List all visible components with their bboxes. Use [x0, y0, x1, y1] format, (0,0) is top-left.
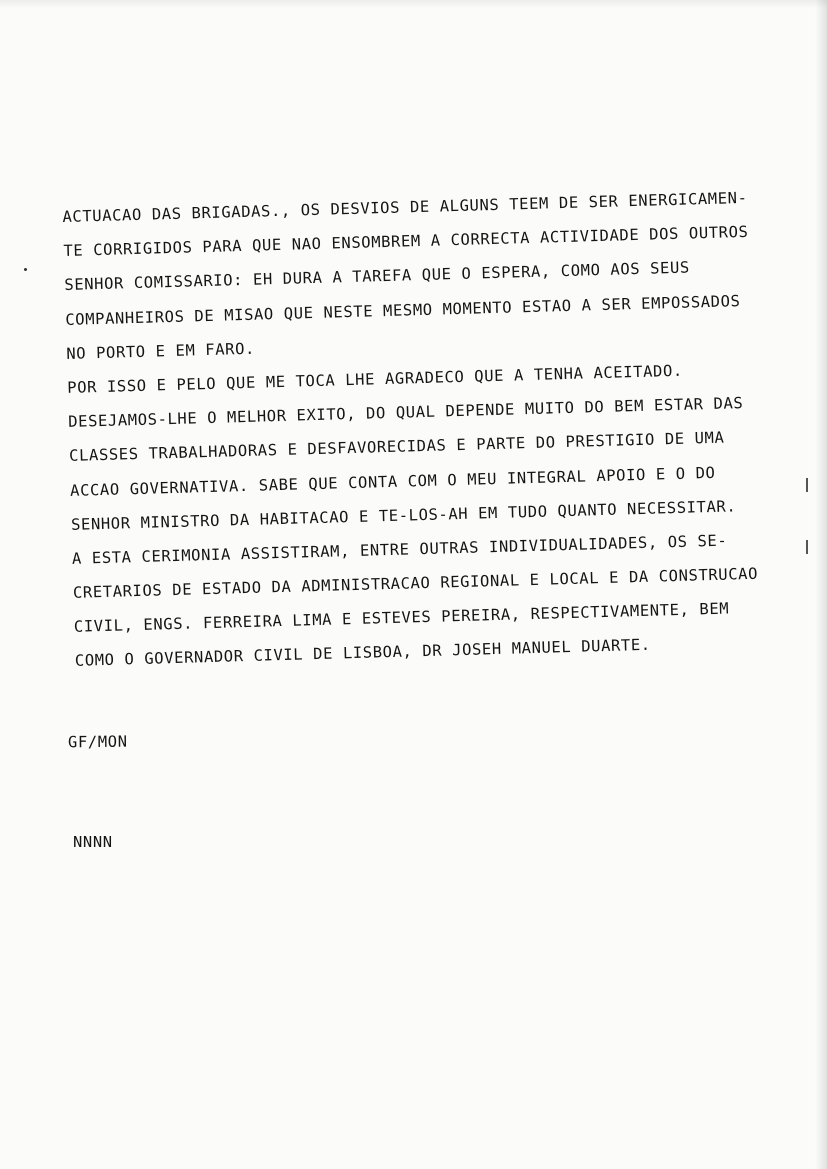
- operator-signature: GF/MON: [67, 732, 128, 752]
- margin-tick: [806, 540, 808, 554]
- body-line: COMO O GOVERNADOR CIVIL DE LISBOA, DR JOSEH MANUEL DUARTE.: [74, 636, 651, 671]
- body-line: ACCAO GOVERNATIVA. SABE QUE CONTA COM O MEU INTEGRAL APOIO E O DO: [69, 463, 716, 500]
- body-line: A ESTA CERIMONIA ASSISTIRAM, ENTRE OUTRAS INDIVIDUALIDADES, OS SE-: [71, 531, 728, 568]
- body-line: DESEJAMOS-LHE O MELHOR EXITO, DO QUAL DEPENDE MUITO DO BEM ESTAR DAS: [67, 394, 744, 432]
- end-marker: NNNN: [73, 833, 113, 851]
- body-line: CRETARIOS DE ESTADO DA ADMINISTRACAO REGIONAL E LOCAL E DA CONSTRUCAO: [72, 564, 759, 602]
- margin-speck: [24, 268, 27, 271]
- body-line: POR ISSO E PELO QUE ME TOCA LHE AGRADECO QUE A TENHA ACEITADO.: [66, 361, 684, 397]
- body-line: CIVIL, ENGS. FERREIRA LIMA E ESTEVES PEREIRA, RESPECTIVAMENTE, BEM: [73, 599, 730, 637]
- body-line: CLASSES TRABALHADORAS E DESFAVORECIDAS E PARTE DO PRESTIGIO DE UMA: [68, 428, 725, 466]
- telex-body: [62, 180, 805, 679]
- body-line: SENHOR MINISTRO DA HABITACAO E TE-LOS-AH EM TUDO QUANTO NECESSITAR.: [70, 496, 737, 534]
- body-line: COMPANHEIROS DE MISAO QUE NESTE MESMO MOMENTO ESTAO A SER EMPOSSADOS: [65, 291, 741, 329]
- page-edge-shadow: [815, 0, 827, 1169]
- body-line: ACTUACAO DAS BRIGADAS., OS DESVIOS DE ALGUNS TEEM DE SER ENERGICAMEN-: [62, 188, 748, 226]
- body-line: SENHOR COMISSARIO: EH DURA A TAREFA QUE O ESPERA, COMO AOS SEUS: [64, 258, 691, 295]
- margin-tick: [806, 478, 808, 492]
- body-line: NO PORTO E EM FARO.: [66, 339, 256, 363]
- page-top-shadow: [0, 0, 827, 8]
- body-line: TE CORRIGIDOS PARA QUE NAO ENSOMBREM A CORRECTA ACTIVIDADE DOS OUTROS: [63, 223, 749, 261]
